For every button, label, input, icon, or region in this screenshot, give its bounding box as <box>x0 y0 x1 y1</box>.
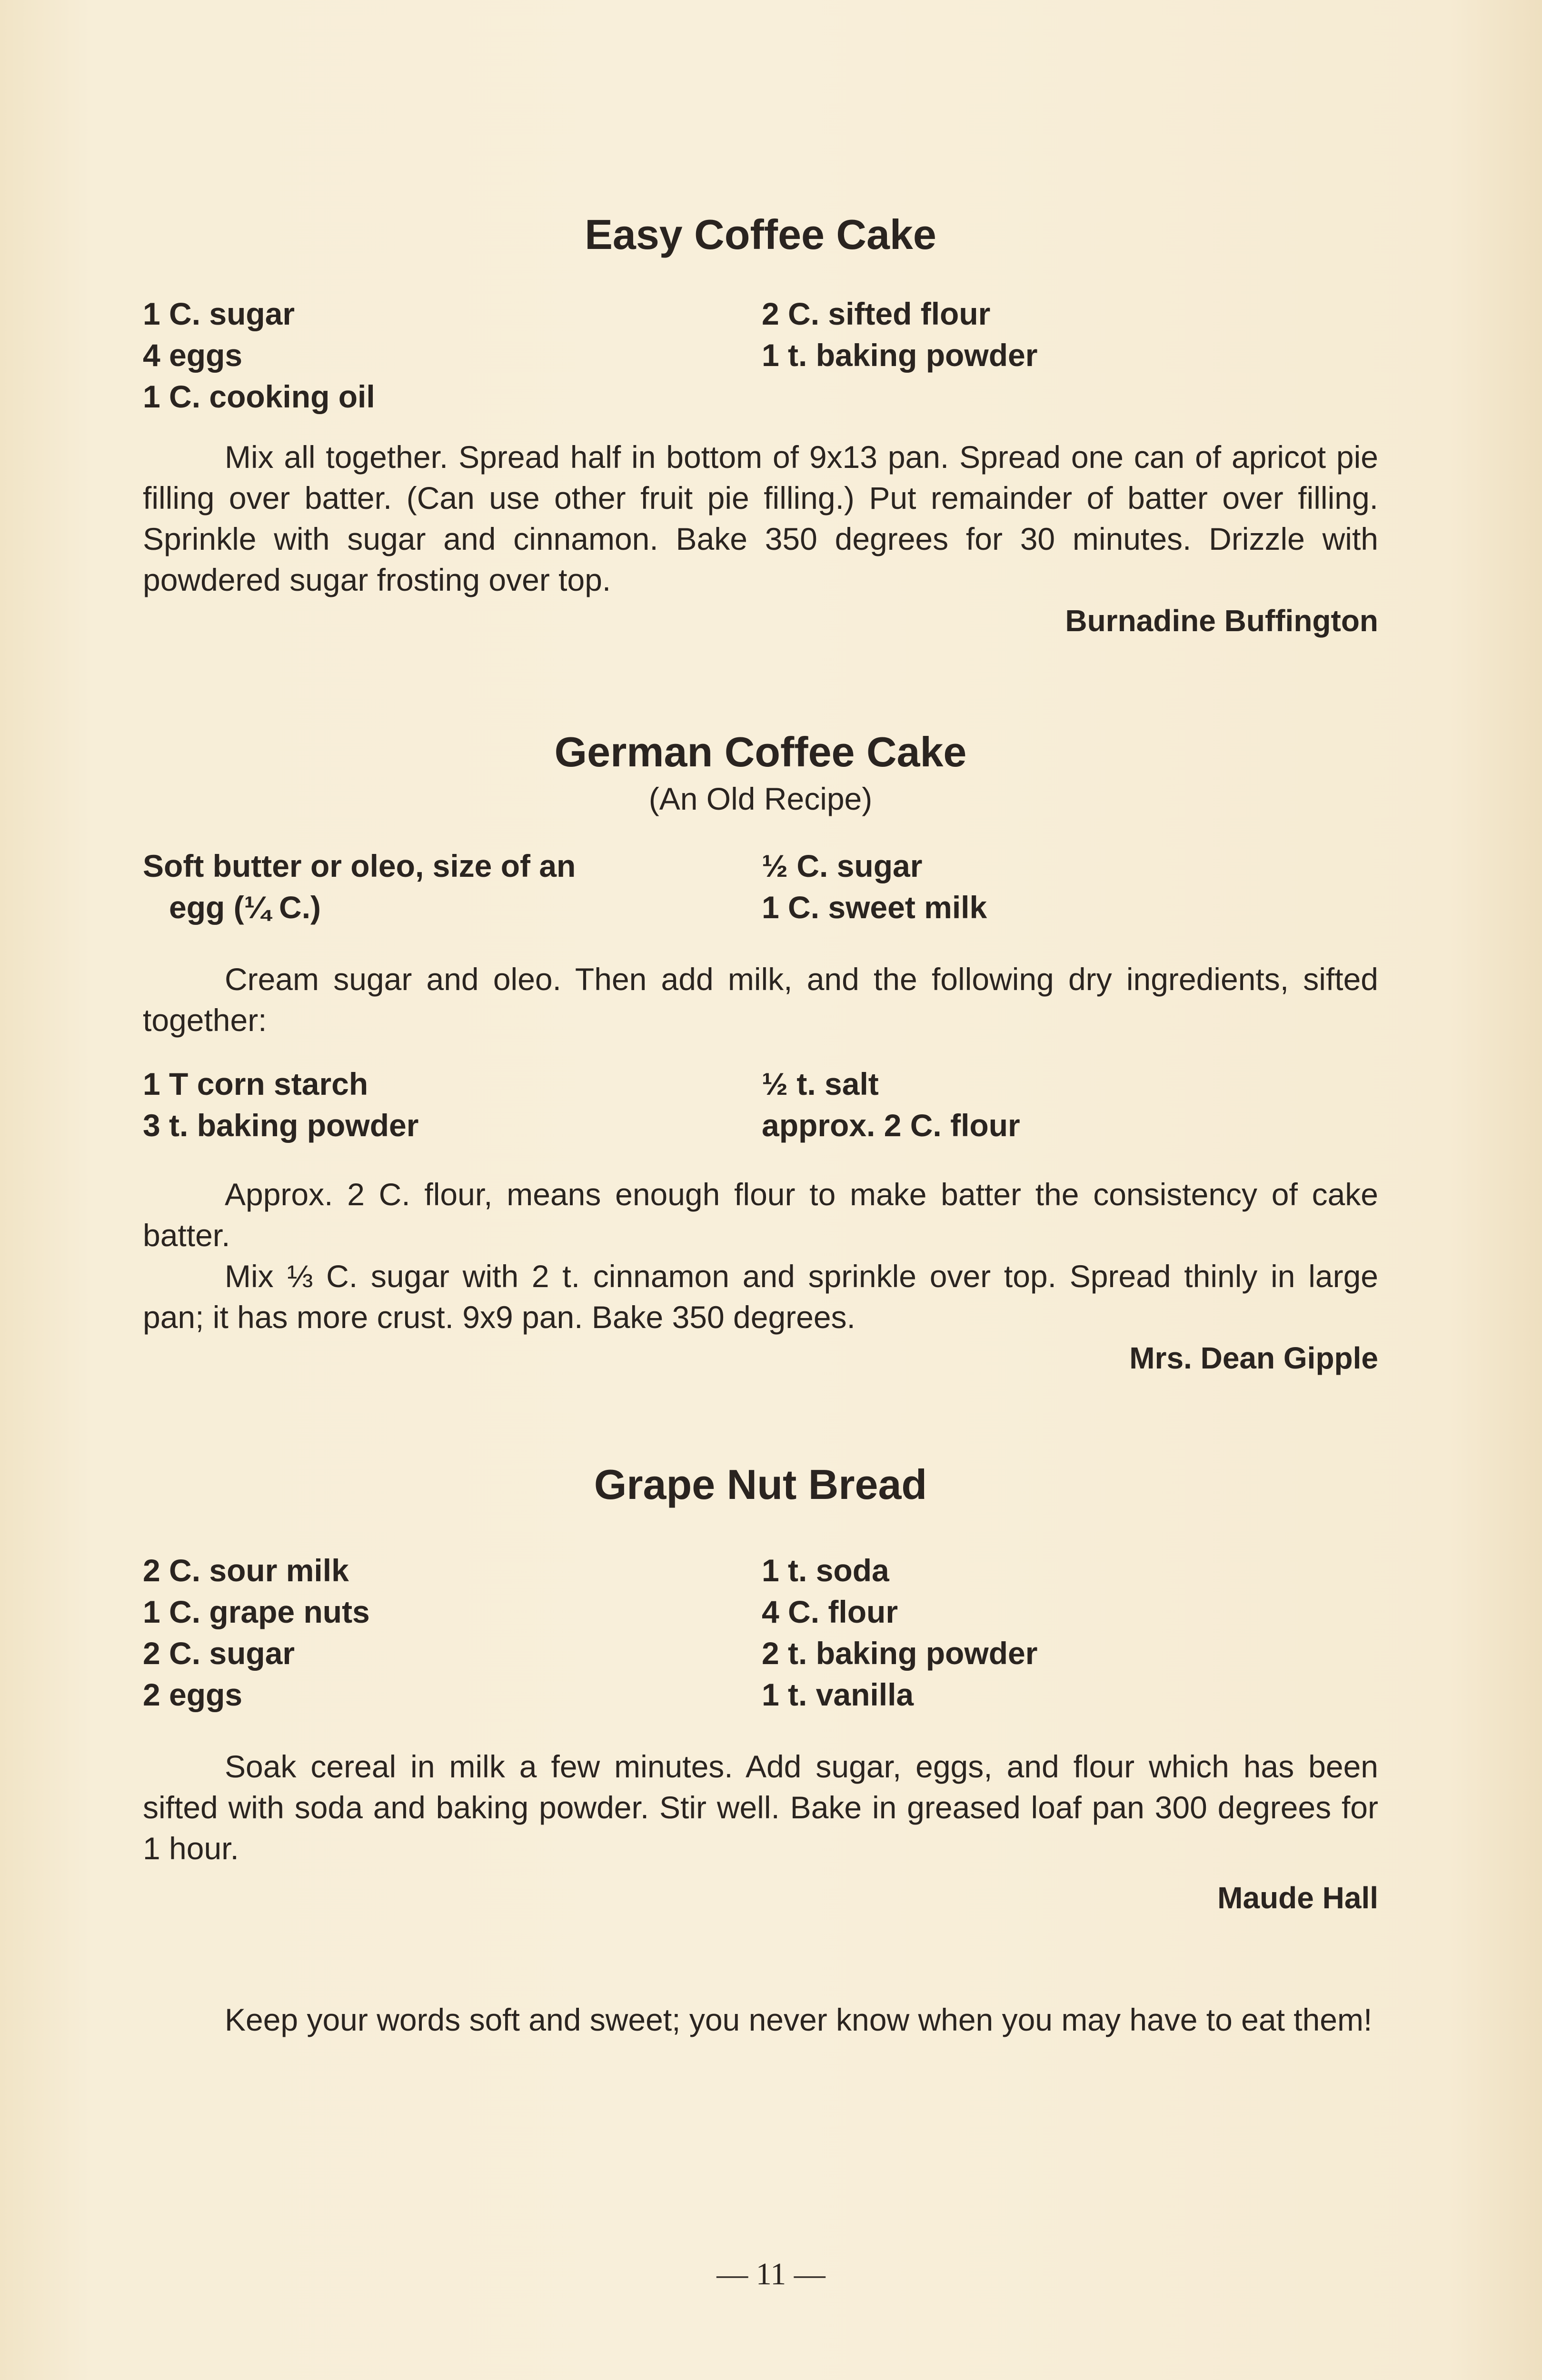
recipe-title: Grape Nut Bread <box>594 1461 927 1508</box>
ingredient: 1 C. cooking oil <box>143 378 375 414</box>
page-number: — 11 — <box>716 2257 826 2291</box>
ingredient-list-dry <box>143 1063 1378 1146</box>
ingredient: 4 eggs <box>143 337 243 373</box>
ingredient: 1 C. sweet milk <box>762 890 987 925</box>
recipe-directions: Cream sugar and oleo. Then add milk, and the following dry ingredients, sifted together: <box>143 962 1378 1038</box>
recipe-german-coffee-cake <box>143 727 1378 1379</box>
ingredient: ½ C. sugar <box>762 848 923 884</box>
recipe-grape-nut-bread <box>143 1459 1378 1918</box>
ingredient-list <box>143 293 1378 417</box>
ingredient: 2 t. baking powder <box>762 1635 1038 1671</box>
closing-saying: Keep your words soft and sweet; you never know when you may have to eat them! <box>225 2002 1373 2037</box>
ingredient: 3 t. baking powder <box>143 1108 419 1143</box>
ingredient-column-left <box>143 1063 762 1146</box>
recipe-note: Approx. 2 C. flour, means enough flour to make batter the consistency of cake batter. <box>143 1177 1378 1253</box>
ingredient: 1 C. sugar <box>143 296 295 331</box>
page-content <box>143 209 1378 2040</box>
ingredient-column-right <box>762 293 1378 417</box>
recipe-title: German Coffee Cake <box>554 728 967 775</box>
ingredient: egg (¼ C.) <box>143 890 321 925</box>
recipe-author: Burnadine Buffington <box>1065 603 1378 638</box>
ingredient: ½ t. salt <box>762 1066 879 1102</box>
recipe-subtitle: (An Old Recipe) <box>648 781 873 817</box>
ingredient: 1 C. grape nuts <box>143 1594 370 1629</box>
ingredient: 2 eggs <box>143 1676 243 1712</box>
recipe-author: Maude Hall <box>1217 1880 1378 1915</box>
recipe-directions: Soak cereal in milk a few minutes. Add sugar, eggs, and flour which has been sifted with soda and baking powder. Stir well. Bake in greased loaf pan 300 degrees for 1 hour. <box>143 1748 1378 1866</box>
ingredient-column-right <box>762 845 1378 928</box>
recipe-easy-coffee-cake <box>143 209 1378 641</box>
ingredient-list <box>143 1550 1378 1716</box>
ingredient: 4 C. flour <box>762 1594 898 1629</box>
recipe-title: Easy Coffee Cake <box>585 211 936 258</box>
recipe-directions: Mix ⅓ C. sugar with 2 t. cinnamon and sprinkle over top. Spread thinly in large pan; it has more crust. 9x9 pan. Bake 350 degrees. <box>143 1259 1378 1335</box>
ingredient: approx. 2 C. flour <box>762 1108 1020 1143</box>
recipe-author: Mrs. Dean Gipple <box>1129 1341 1378 1376</box>
ingredient-list <box>143 845 1378 928</box>
ingredient: 2 C. sour milk <box>143 1552 349 1588</box>
ingredient-column-left <box>143 845 762 928</box>
ingredient-column-right <box>762 1063 1378 1146</box>
ingredient: 1 t. baking powder <box>762 337 1038 373</box>
recipe-directions: Mix all together. Spread half in bottom of 9x13 pan. Spread one can of apricot pie filling over batter. (Can use other fruit pie filling.) Put remainder of batter over filling. Sprinkle with sugar and cinnamon. Bake 350 degrees for 30 minutes. Drizzle with powdered sugar frosting over top. <box>143 439 1378 597</box>
ingredient-column-left <box>143 293 762 417</box>
ingredient: 1 t. soda <box>762 1552 889 1588</box>
ingredient: 2 C. sifted flour <box>762 296 991 331</box>
ingredient-column-right <box>762 1550 1378 1716</box>
ingredient: 1 t. vanilla <box>762 1676 914 1712</box>
ingredient-column-left <box>143 1550 762 1716</box>
ingredient: 1 T corn starch <box>143 1066 368 1102</box>
ingredient: 2 C. sugar <box>143 1635 295 1671</box>
ingredient: Soft butter or oleo, size of an <box>143 848 576 884</box>
